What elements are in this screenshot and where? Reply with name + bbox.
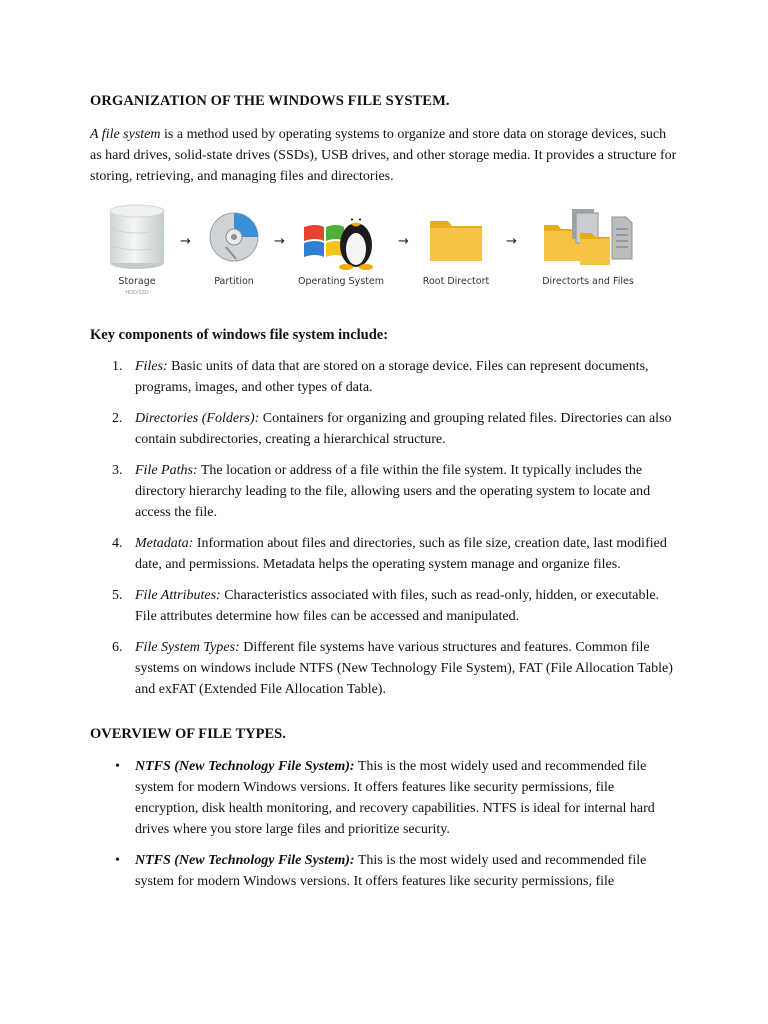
- file-system-diagram: [106, 203, 646, 303]
- page-title: ORGANIZATION OF THE WINDOWS FILE SYSTEM.: [90, 93, 450, 109]
- diagram-step-os: [298, 203, 384, 287]
- list-text: Different file systems have various structures and features. Common file systems on windows include NTFS (New Technology File System), FAT (File Allocation Table) and exFAT (Extended File Allocation Table).: [135, 640, 673, 697]
- overview-list: [90, 756, 680, 892]
- components-heading: Key components of windows file system include:: [90, 327, 389, 343]
- list-term: NTFS (New Technology File System):: [135, 759, 355, 774]
- disk-partition-icon: [208, 203, 260, 271]
- diagram-step-storage: [106, 203, 168, 296]
- diagram-sublabel-storage: HDD/SSD: [125, 290, 149, 296]
- list-number: 4.: [112, 536, 123, 551]
- list-item: [90, 585, 680, 627]
- list-text: The location or address of a file within the file system. It typically includes the directory hierarchy leading to the file, allowing users and the operating system to locate and access the file.: [135, 463, 651, 520]
- list-text: Containers for organizing and grouping related files. Directories can also contain subdirectories, creating a hierarchical structure.: [135, 411, 672, 447]
- os-penguin-icon: [300, 203, 382, 271]
- bullet-icon: •: [115, 759, 120, 774]
- list-term: Metadata:: [135, 536, 194, 551]
- diagram-label-root-directory: Root Directort: [422, 276, 490, 287]
- intro-paragraph: [90, 124, 680, 187]
- folders-files-icon: [542, 203, 634, 271]
- overview-heading: OVERVIEW OF FILE TYPES.: [90, 726, 286, 742]
- list-item: [90, 533, 680, 575]
- diagram-arrow: →: [274, 234, 285, 249]
- list-term: Files:: [135, 359, 168, 374]
- list-term: File Attributes:: [135, 588, 221, 603]
- list-term: Directories (Folders):: [135, 411, 260, 426]
- diagram-arrow: →: [398, 234, 409, 249]
- list-term: File System Types:: [135, 640, 240, 655]
- diagram-label-partition: Partition: [214, 276, 254, 287]
- list-item: [90, 408, 680, 450]
- windows-flag-icon: [304, 225, 344, 257]
- diagram-step-partition: [208, 203, 260, 287]
- document-content: [90, 90, 680, 902]
- diagram-arrow: →: [180, 234, 191, 249]
- components-list: [90, 356, 680, 700]
- list-number: 3.: [112, 463, 123, 478]
- list-item: [90, 356, 680, 398]
- diagram-label-storage: Storage: [118, 276, 156, 287]
- intro-text: is a method used by operating systems to organize and store data on storage devices, such as hard drives, solid-state drives (SSDs), USB drives, and other storage media. It provides a structure for storing, retrieving, and managing files and directories.: [90, 127, 677, 184]
- diagram-step-directories-files: [542, 203, 634, 287]
- list-number: 2.: [112, 411, 123, 426]
- list-term: File Paths:: [135, 463, 198, 478]
- list-text: Information about files and directories, such as file size, creation date, last modified date, and permissions. Metadata helps the operating system manage and organize files.: [135, 536, 667, 572]
- diagram-label-directories-files: Directorts and Files: [542, 276, 634, 287]
- list-number: 5.: [112, 588, 123, 603]
- list-item: [90, 637, 680, 700]
- list-text: This is the most widely used and recommended file system for modern Windows versions. It offers features like security permissions, file encryption, disk health monitoring, and recovery capabilities. NTFS is ideal for internal hard drives where you store large files and prioritize security.: [135, 759, 655, 837]
- tux-penguin-icon: [339, 217, 373, 270]
- diagram-arrow: →: [506, 234, 517, 249]
- list-item: [90, 460, 680, 523]
- list-text: This is the most widely used and recommended file system for modern Windows versions. It offers features like security permissions, file: [135, 853, 647, 889]
- intro-term: A file system: [90, 127, 161, 142]
- list-item: [90, 756, 680, 840]
- list-number: 1.: [112, 359, 123, 374]
- list-item: [90, 850, 680, 892]
- list-number: 6.: [112, 640, 123, 655]
- diagram-step-root-directory: [422, 203, 490, 287]
- bullet-icon: •: [115, 853, 120, 868]
- diagram-label-os: Operating System: [298, 276, 384, 287]
- folder-icon: [426, 203, 486, 271]
- list-term: NTFS (New Technology File System):: [135, 853, 355, 868]
- list-text: Characteristics associated with files, such as read-only, hidden, or executable. File attributes determine how files can be accessed and manipulated.: [135, 588, 660, 624]
- list-text: Basic units of data that are stored on a storage device. Files can represent documents, programs, images, and other types of data.: [135, 359, 649, 395]
- database-icon: [106, 203, 168, 271]
